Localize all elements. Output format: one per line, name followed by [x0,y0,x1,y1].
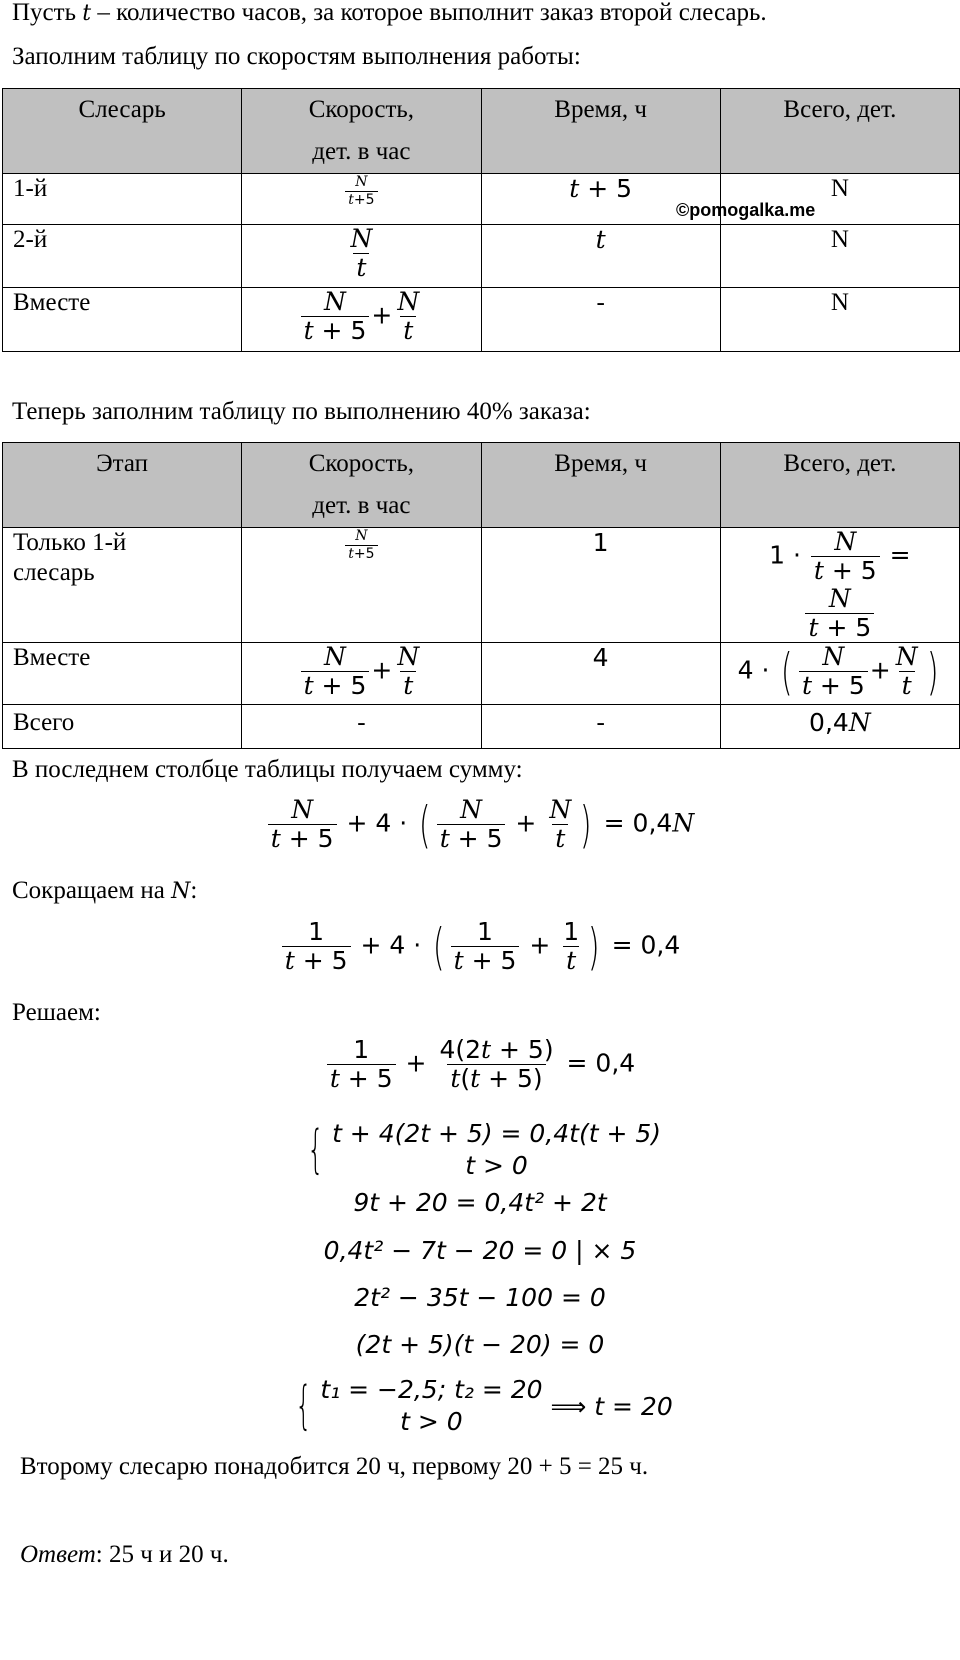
row-label: Только 1-й слесарь [3,528,242,643]
equation-expanded: 9t + 20 = 0,4t² + 2t [353,1188,607,1217]
answer: Ответ: 25 ч и 20 ч. [20,1541,229,1568]
row-label: 2-й [3,225,242,288]
stage-table [2,442,960,749]
row-label: Вместе [3,288,242,352]
header-cell: Скорость, дет. в час [242,89,481,174]
equation-reduced: $\frac{1}{t + 5}$ + 4 · ( $\frac{1}{t + 5}$ + $\frac{1}{t}$ ) = 0,4 [0,918,960,975]
conclusion: Второму слесарю понадобится 20 ч, первому 20 + 5 = 25 ч. [20,1453,649,1480]
time-cell: - [481,288,720,352]
total-cell: N [720,288,959,352]
system-result: ⟹ t = 20 [550,1391,673,1421]
table-header-row [3,89,960,174]
table-header-row [3,443,960,528]
total-cell: 1 · $\frac{N}{t + 5}$ = $\frac{N}{t + 5}$ [720,528,959,643]
equation-factored: (2t + 5)(t − 20) = 0 [355,1330,605,1359]
speed-cell: $\frac{N}{t + 5}$ + $\frac{N}{t}$ [242,288,481,352]
table-row [3,174,960,225]
intro-line-2: Заполним таблицу по скоростям выполнения работы: [12,43,581,70]
table-row [3,643,960,705]
speed-cell: $\frac{N}{t}$ [242,225,481,288]
header-cell: Время, ч [481,89,720,174]
table-row [3,225,960,288]
header-cell: Этап [3,443,242,528]
speed-cell: $\frac{N}{t + 5}$ + $\frac{N}{t}$ [242,643,481,705]
intro-line-1: Пусть t – количество часов, за которое выполнит заказ второй слесарь. [12,0,767,26]
system-equation-1: { t + 4(2t + 5) = 0,4t(t + 5) t > 0 [307,1119,662,1180]
system-line: t₁ = −2,5; t₂ = 20 [320,1375,543,1404]
header-cell: Скорость, дет. в час [242,443,481,528]
total-cell: N [720,225,959,288]
system-line: t > 0 [465,1151,528,1180]
equation-rational: $\frac{1}{t + 5}$ + $\frac{4(2t + 5)}{t(t + 5)}$ = 0,4 [0,1036,960,1093]
time-cell: 1 [481,528,720,643]
speed-cell: $\frac{N}{t+5}$ [242,528,481,643]
time-cell: - [481,705,720,749]
header-cell: Время, ч [481,443,720,528]
intro-line-3: Теперь заполним таблицу по выполнению 40% заказа: [12,398,591,425]
equation-sum: $\frac{N}{t + 5}$ + 4 · ( $\frac{N}{t + 5}$ + $\frac{N}{t}$ ) = 0,4N [0,796,960,853]
table-row [3,705,960,749]
system-line: t + 4(2t + 5) = 0,4t(t + 5) [332,1119,662,1148]
equation-quadratic: 0,4t² − 7t − 20 = 0 | × 5 [323,1236,637,1265]
header-cell: Всего, дет. [720,443,959,528]
sum-intro: В последнем столбце таблицы получаем сумму: [12,756,523,783]
system-line: t > 0 [400,1407,463,1436]
row-label: Вместе [3,643,242,705]
total-cell: N [720,174,959,225]
total-cell: 4 · ( $\frac{N}{t + 5}$ + $\frac{N}{t}$ ) [720,643,959,705]
time-cell: t + 5 [481,174,720,225]
solve-line: Решаем: [12,999,101,1026]
reduce-line: Сокращаем на N: [12,877,198,904]
time-cell: 4 [481,643,720,705]
speed-table [2,88,960,352]
header-cell: Слесарь [3,89,242,174]
header-cell: Всего, дет. [720,89,959,174]
watermark: ©pomogalka.me [676,200,816,220]
row-label: Всего [3,705,242,749]
row-label: 1-й [3,174,242,225]
time-cell: t [481,225,720,288]
system-equation-2: { t₁ = −2,5; t₂ = 20 t > 0 ⟹ t = 20 [295,1375,673,1436]
table-row [3,288,960,352]
table-row [3,528,960,643]
total-cell: 0,4N [720,705,959,749]
equation-scaled: 2t² − 35t − 100 = 0 [354,1283,606,1312]
speed-cell: $\frac{N}{t+5}$ [242,174,481,225]
speed-cell: - [242,705,481,749]
